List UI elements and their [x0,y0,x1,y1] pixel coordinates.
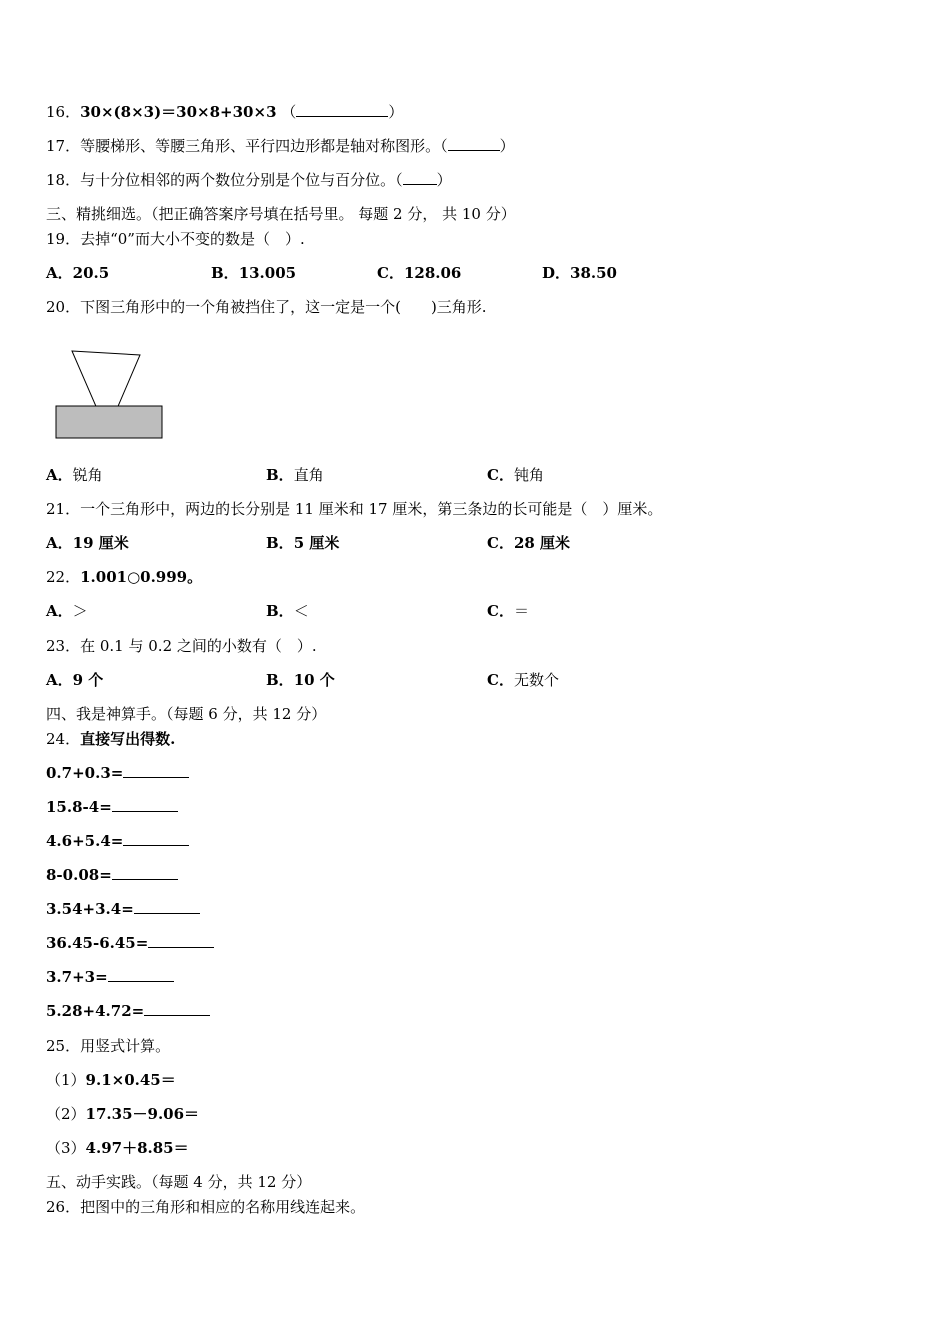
triangle-outline [72,351,140,411]
q16-number: 16． [46,103,81,121]
q26-number: 26． [46,1198,81,1216]
q24-item-4 [46,865,178,885]
option-letter: B． [266,602,294,620]
q17-text: 等腰梯形、等腰三角形、平行四边形都是轴对称图形。 [80,137,441,155]
option-text: 无数个 [513,671,559,689]
q23-text: 在 0.1 与 0.2 之间的小数有（ ）. [80,637,317,655]
q16-text: 30×(8×3)＝30×8+30×3 [80,103,277,121]
q25-label: （3） [46,1139,86,1157]
q20-number: 20． [46,298,81,316]
q23-option-c[interactable] [487,670,559,690]
option-text: ＝ [513,602,529,620]
option-letter: B． [266,466,294,484]
option-text: 20.5 [72,264,110,282]
q21-text: 一个三角形中，两边的长分别是 11 厘米和 17 厘米，第三条边的长可能是（ ）厘米。 [80,500,663,518]
q19-option-d[interactable] [542,263,617,283]
q22-text: 1.001○0.999。 [80,568,203,586]
q17-paren-close: ） [499,137,515,155]
question-25 [46,1036,170,1056]
option-text: ＞ [72,602,88,620]
q23-option-b[interactable] [266,670,335,690]
question-21 [46,499,662,519]
q24-answer-blank[interactable] [144,1001,210,1016]
question-17 [46,136,515,156]
option-text: 5 厘米 [293,534,340,552]
option-letter: C． [487,534,514,552]
q16-paren-open: （ [281,103,297,121]
question-20 [46,297,487,317]
q24-answer-blank[interactable] [112,865,178,880]
q19-text: 去掉“0”而大小不变的数是（ ）. [80,230,305,248]
q20-option-a[interactable] [46,465,103,485]
q21-number: 21． [46,500,81,518]
q18-answer-blank[interactable] [403,170,437,185]
q17-number: 17． [46,137,81,155]
option-text: 10 个 [293,671,335,689]
q21-option-a[interactable] [46,533,129,553]
option-text: 13.005 [238,264,297,282]
option-letter: B． [211,264,239,282]
q24-expr: 4.6+5.4= [46,832,124,850]
q25-label: （2） [46,1105,86,1123]
q19-number: 19． [46,230,81,248]
q24-item-8 [46,1001,210,1021]
q25-expr: 17.35－9.06＝ [85,1105,200,1123]
covering-rectangle [56,406,162,438]
q24-expr: 3.54+3.4= [46,900,134,918]
option-letter: A． [46,602,73,620]
q25-item-1 [46,1070,176,1090]
triangle-figure [52,345,168,443]
q24-answer-blank[interactable] [112,797,178,812]
q20-text: 下图三角形中的一个角被挡住了，这一定是一个( )三角形. [80,298,487,316]
option-letter: C． [487,466,514,484]
q24-answer-blank[interactable] [123,831,189,846]
option-text: 锐角 [72,466,103,484]
q24-item-6 [46,933,214,953]
option-letter: A． [46,671,73,689]
question-22 [46,567,202,587]
q17-paren-open: （ [440,137,448,155]
q19-option-c[interactable] [377,263,461,283]
q25-text: 用竖式计算。 [80,1037,171,1055]
q26-text: 把图中的三角形和相应的名称用线连起来。 [80,1198,366,1216]
q19-option-a[interactable] [46,263,109,283]
question-26 [46,1197,365,1217]
q20-option-b[interactable] [266,465,324,485]
q16-answer-blank[interactable] [296,102,388,117]
question-18 [46,170,452,190]
option-text: 38.50 [570,264,617,282]
q24-expr: 8-0.08= [46,866,112,884]
question-19 [46,229,305,249]
q22-number: 22． [46,568,81,586]
q18-paren-close: ） [436,171,452,189]
section-5-title: 五、动手实践。（每题 4 分，共 12 分） [46,1173,312,1191]
q24-expr: 3.7+3= [46,968,108,986]
option-letter: B． [266,534,294,552]
q25-expr: 9.1×0.45＝ [85,1071,176,1089]
q24-number: 24． [46,730,81,748]
q24-expr: 0.7+0.3= [46,764,124,782]
q22-option-a[interactable] [46,601,88,621]
option-text: 直角 [293,466,324,484]
q18-paren-open: （ [395,171,403,189]
option-letter: D． [542,264,571,282]
q18-number: 18． [46,171,81,189]
q25-number: 25． [46,1037,81,1055]
q22-option-c[interactable] [487,601,529,621]
q16-paren-close: ） [388,103,404,121]
q24-item-2 [46,797,178,817]
q20-option-c[interactable] [487,465,544,485]
option-text: 19 厘米 [72,534,129,552]
question-24 [46,729,175,749]
q25-item-2 [46,1104,199,1124]
section-4-title: 四、我是神算手。（每题 6 分，共 12 分） [46,705,327,723]
q24-text: 直接写出得数. [80,730,176,748]
q23-option-a[interactable] [46,670,103,690]
q23-number: 23． [46,637,81,655]
q21-option-c[interactable] [487,533,570,553]
option-letter: A． [46,264,73,282]
option-text: 9 个 [72,671,104,689]
q24-answer-blank[interactable] [148,933,214,948]
q21-option-b[interactable] [266,533,339,553]
option-letter: C． [487,671,514,689]
q22-option-b[interactable] [266,601,309,621]
q24-item-5 [46,899,200,919]
q24-answer-blank[interactable] [134,899,200,914]
q24-item-3 [46,831,189,851]
question-16 [46,102,403,122]
option-letter: A． [46,534,73,552]
q24-answer-blank[interactable] [123,763,189,778]
q25-label: （1） [46,1071,86,1089]
q25-expr: 4.97＋8.85＝ [85,1139,189,1157]
q24-expr: 15.8-4= [46,798,112,816]
option-letter: C． [377,264,404,282]
section-3-title: 三、精挑细选。（把正确答案序号填在括号里。 每题 2 分， 共 10 分） [46,205,516,223]
option-text: 128.06 [403,264,462,282]
option-text: 钝角 [513,466,544,484]
q18-text: 与十分位相邻的两个数位分别是个位与百分位。 [80,171,396,189]
q17-answer-blank[interactable] [448,136,500,151]
q19-option-b[interactable] [211,263,296,283]
option-letter: C． [487,602,514,620]
option-text: ＜ [293,602,309,620]
q24-item-1 [46,763,189,783]
option-letter: B． [266,671,294,689]
q25-item-3 [46,1138,189,1158]
q24-item-7 [46,967,174,987]
q24-expr: 36.45-6.45= [46,934,149,952]
q24-answer-blank[interactable] [108,967,174,982]
option-text: 28 厘米 [513,534,571,552]
question-23 [46,636,317,656]
q24-expr: 5.28+4.72= [46,1002,145,1020]
option-letter: A． [46,466,73,484]
